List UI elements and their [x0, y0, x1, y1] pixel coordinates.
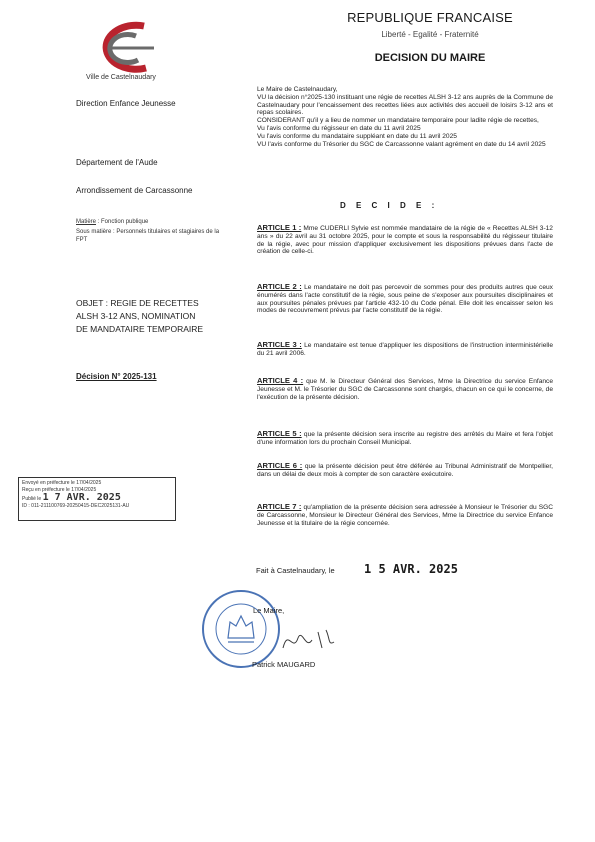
sous-matiere: Sous matière : Personnels titulaires et stagiaires de la FPT	[76, 229, 220, 243]
objet-block	[76, 297, 203, 336]
prefecture-stamp	[18, 477, 176, 521]
mayor-title: Le Maire,	[253, 606, 285, 615]
objet-line-3: DE MANDATAIRE TEMPORAIRE	[76, 324, 204, 334]
preamble-line-4: Vu l'avis conforme du régisseur en date du 11 avril 2025	[257, 124, 421, 132]
matiere-value: : Fonction publique	[97, 219, 149, 225]
article-6-text: que la présente décision peut être déférée au Tribunal Administratif de Montpellier, dans un délai de deux mois à compter de son caractère exécutoire.	[257, 463, 553, 478]
article-4-text: que M. le Directeur Général des Services, Mme la Directrice du service Enfance Jeunesse et M. le Trésorier du SGC de Carcassonne sont chargés, chacun en ce qui le concerne, de l'exécution de la présente décision.	[257, 378, 553, 401]
article-1	[257, 224, 553, 256]
article-2	[257, 283, 553, 315]
preamble-line-5: Vu l'avis conforme du mandataire suppléant en date du 11 avril 2025	[257, 132, 457, 140]
decide-heading: D E C I D E :	[340, 201, 439, 210]
republic-motto: Liberté - Egalité - Fraternité	[381, 30, 479, 39]
objet-line-2: ALSH 3-12 ANS, NOMINATION	[76, 311, 196, 321]
article-5-text: que la présente décision sera inscrite au registre des arrêtés du Maire et fera l'objet d'une information lors du prochain Conseil Municipal.	[257, 431, 553, 446]
document-type: DECISION DU MAIRE	[374, 52, 486, 64]
article-3	[257, 341, 553, 358]
article-2-title: ARTICLE 2 :	[257, 282, 302, 291]
preamble-line-6: VU l'avis conforme du Trésorier du SGC de Carcassonne valant agrément en date du 14 avril 2025	[257, 140, 546, 148]
preamble	[257, 86, 553, 148]
article-2-text: Le mandataire ne doit pas percevoir de sommes pour des produits autres que ceux énumérés dans l'acte constitutif de la régie, sous peine de s'exposer aux poursuites disciplinaires et aux poursuites pénales prévues par l'article 432-10 du Code pénal. Elle doit les encaisser selon les modes de recouvrement prévus par l'acte constitutif de la régie.	[257, 284, 553, 315]
matiere-label: Matière	[76, 219, 97, 225]
direction-label: Direction Enfance Jeunesse	[76, 99, 176, 108]
article-7-title: ARTICLE 7 :	[257, 502, 302, 511]
city-logo-icon	[84, 18, 164, 78]
mayor-name: Patrick MAUGARD	[252, 660, 316, 669]
objet-line-1: OBJET : REGIE DE RECETTES	[76, 298, 199, 308]
article-3-title: ARTICLE 3 :	[257, 340, 302, 349]
article-1-text: Mme CUDERLI Sylvie est nommée mandataire de la régie de « Recettes ALSH 3-12 ans » du 22 avril au 31 octobre 2025, pour le compte et sous la responsabilité du régisseur titulaire de la régie, avec pour mission d'appliquer exclusivement les dispositions prévues dans l'acte de création de celle-ci.	[257, 225, 553, 256]
article-1-title: ARTICLE 1 :	[257, 223, 302, 232]
article-6-title: ARTICLE 6 :	[257, 461, 303, 470]
article-6	[257, 462, 553, 479]
signature-icon	[278, 618, 338, 658]
stamp-published	[22, 494, 172, 503]
stamp-id: ID : 011-211100769-20250415-DEC2025131-AU	[22, 503, 130, 509]
stamp-published-date: 1 7 AVR. 2025	[42, 492, 121, 503]
article-5	[257, 430, 553, 447]
arrondissement-label: Arrondissement de Carcassonne	[76, 186, 193, 195]
preamble-line-3: CONSIDERANT qu'il y a lieu de nommer un mandataire temporaire pour ladite régie de recettes,	[257, 117, 539, 125]
article-5-title: ARTICLE 5 :	[257, 429, 302, 438]
republic-title: REPUBLIQUE FRANCAISE	[347, 10, 513, 25]
article-7-text: qu'ampliation de la présente décision sera adressée à Monsieur le Trésorier du SGC de Carcassonne, Monsieur le Directeur Général des Services, Mme la Directrice du service Enfance Jeunesse et la titulaire de la régie concernée.	[257, 504, 553, 527]
fait-a: Fait à Castelnaudary, le	[256, 566, 335, 575]
stamp-sent: Envoyé en préfecture le 17/04/2025	[22, 480, 102, 486]
article-4-title: ARTICLE 4 :	[257, 376, 304, 385]
stamp-received: Reçu en préfecture le 17/04/2025	[22, 487, 97, 493]
matiere	[76, 218, 148, 226]
stamp-published-label: Publié le	[22, 496, 42, 502]
city-name: Ville de Castelnaudary	[86, 74, 156, 81]
article-4	[257, 377, 553, 401]
preamble-line-1: Le Maire de Castelnaudary,	[257, 86, 338, 93]
decision-number: Décision N° 2025-131	[76, 372, 157, 381]
article-7	[257, 503, 553, 527]
article-3-text: Le mandataire est tenue d'appliquer les dispositions de l'instruction interministérielle du 21 avril 2006.	[257, 342, 553, 357]
preamble-line-2: VU la décision n°2025-130 instituant une régie de recettes ALSH 3-12 ans auprès de la Commune de Castelnaudary pour l'encaissement des recettes liées aux activités des accueil de loisirs 3-12 ans et repas scolaires.	[257, 93, 553, 117]
fait-date: 1 5 AVR. 2025	[364, 562, 458, 576]
department-label: Département de l'Aude	[76, 158, 158, 167]
